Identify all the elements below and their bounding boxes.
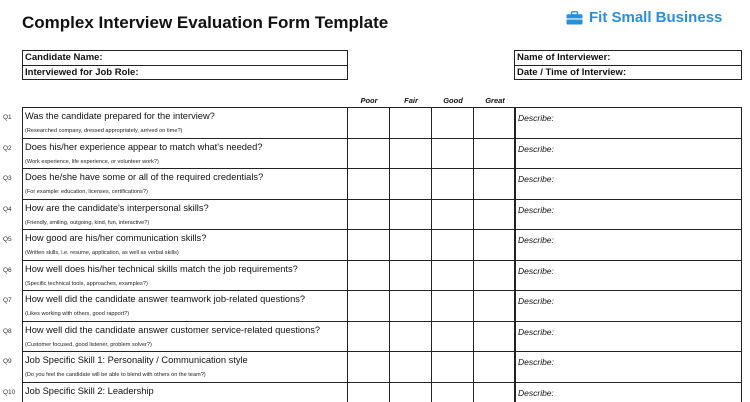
- question-row: [3, 230, 742, 261]
- question-row: [3, 352, 742, 383]
- describe-label: Describe:: [518, 387, 554, 398]
- question-row: [3, 200, 742, 231]
- question-text: Does his/her experience appear to match what's needed?: [25, 141, 263, 152]
- rating-cell-great[interactable]: [474, 169, 516, 199]
- rating-cell-fair[interactable]: [390, 139, 432, 169]
- candidate-info-box: [22, 50, 348, 80]
- question-hint: (Work experience, life experience, or volunteer work?): [25, 158, 159, 165]
- rating-cell-poor[interactable]: [348, 108, 390, 138]
- question-hint: (Likes working with others, good rapport?): [25, 311, 130, 317]
- describe-cell[interactable]: [514, 261, 742, 291]
- question-number: Q10: [3, 388, 16, 396]
- rating-cell-fair[interactable]: [390, 169, 432, 199]
- question-cell: [22, 200, 348, 230]
- rating-cell-good[interactable]: [432, 108, 474, 138]
- question-text: Job Specific Skill 2: Leadership: [25, 385, 154, 396]
- question-number: Q8: [3, 327, 12, 335]
- question-cell: [22, 322, 348, 352]
- question-cell: [22, 230, 348, 260]
- rating-cell-good[interactable]: [432, 261, 474, 291]
- question-cell: [22, 352, 348, 382]
- question-cell: [22, 383, 348, 402]
- interviewer-info-box: [514, 50, 742, 80]
- describe-cell[interactable]: [514, 139, 742, 169]
- describe-label: Describe:: [518, 204, 554, 215]
- question-number: Q4: [3, 205, 12, 213]
- candidate-name-label[interactable]: Candidate Name:: [25, 52, 103, 63]
- rating-cell-fair[interactable]: [390, 108, 432, 138]
- rating-cell-fair[interactable]: [390, 230, 432, 260]
- rating-header-poor: Poor: [360, 96, 378, 105]
- question-text: How well did the candidate answer teamwork job-related questions?: [25, 294, 306, 304]
- rating-cell-great[interactable]: [474, 139, 516, 169]
- rating-cell-fair[interactable]: [390, 261, 432, 291]
- rating-cell-great[interactable]: [474, 230, 516, 260]
- question-hint: (Friendly, smiling, outgoing, kind, fun, interactive?): [25, 219, 150, 226]
- brand-logo[interactable]: [566, 9, 722, 26]
- rating-cell-fair[interactable]: [390, 352, 432, 382]
- question-number: Q1: [3, 114, 12, 121]
- rating-cell-fair[interactable]: [390, 200, 432, 230]
- rating-cell-poor[interactable]: [348, 291, 390, 321]
- question-cell: [22, 108, 348, 138]
- evaluation-table: [3, 107, 742, 402]
- question-hint: (Do you feel the candidate will be able to blend with others on the team?): [25, 372, 206, 378]
- describe-label: Describe:: [518, 113, 554, 123]
- question-hint: (Customer focused, good listener, problem solver?): [25, 341, 152, 348]
- interview-date-label[interactable]: Date / Time of Interview:: [515, 65, 741, 79]
- job-role-label[interactable]: Interviewed for Job Role:: [23, 65, 347, 79]
- rating-cell-great[interactable]: [474, 261, 516, 291]
- question-hint: (Researched company, dressed appropriately, arrived on time?): [25, 128, 183, 134]
- rating-cell-great[interactable]: [474, 352, 516, 382]
- rating-cell-great[interactable]: [474, 108, 516, 138]
- brand-name: Fit Small Business: [589, 9, 723, 26]
- rating-cell-poor[interactable]: [348, 200, 390, 230]
- question-number: Q9: [3, 358, 12, 365]
- question-text: How well did the candidate answer customer service-related questions?: [25, 324, 321, 335]
- question-number: Q3: [3, 175, 12, 182]
- question-text: Does he/she have some or all of the required credentials?: [25, 172, 264, 182]
- question-row: [3, 291, 742, 322]
- describe-label: Describe:: [518, 235, 554, 245]
- question-row: [3, 169, 742, 200]
- question-text: How are the candidate's interpersonal skills?: [25, 202, 209, 213]
- rating-cell-poor[interactable]: [348, 352, 390, 382]
- rating-cell-good[interactable]: [432, 139, 474, 169]
- describe-label: Describe:: [518, 296, 554, 306]
- rating-cell-good[interactable]: [432, 230, 474, 260]
- rating-cell-good[interactable]: [432, 322, 474, 352]
- rating-cell-poor[interactable]: [348, 383, 390, 402]
- rating-cell-good[interactable]: [432, 200, 474, 230]
- question-text: How good are his/her communication skills?: [25, 233, 207, 243]
- interviewer-name-label[interactable]: Name of Interviewer:: [517, 52, 611, 63]
- rating-cell-great[interactable]: [474, 200, 516, 230]
- question-number: Q6: [3, 266, 12, 274]
- question-number: Q7: [3, 297, 12, 304]
- describe-cell[interactable]: [514, 230, 742, 260]
- rating-cell-good[interactable]: [432, 383, 474, 402]
- question-row: [3, 322, 742, 353]
- describe-cell[interactable]: [514, 169, 742, 199]
- describe-cell[interactable]: [514, 291, 742, 321]
- rating-cell-good[interactable]: [432, 352, 474, 382]
- describe-cell[interactable]: [514, 200, 742, 230]
- describe-label: Describe:: [518, 174, 554, 184]
- describe-cell[interactable]: [514, 383, 742, 402]
- describe-label: Describe:: [518, 265, 554, 276]
- question-cell: [22, 139, 348, 169]
- rating-cell-good[interactable]: [432, 291, 474, 321]
- rating-cell-fair[interactable]: [390, 322, 432, 352]
- question-row: [3, 261, 742, 292]
- describe-cell[interactable]: [514, 352, 742, 382]
- question-text: How well does his/her technical skills match the job requirements?: [25, 263, 298, 274]
- rating-cell-fair[interactable]: [390, 291, 432, 321]
- question-row: [3, 108, 742, 139]
- rating-cell-great[interactable]: [474, 322, 516, 352]
- rating-header-great: Great: [485, 96, 505, 105]
- question-text: Was the candidate prepared for the interview?: [25, 111, 215, 121]
- describe-label: Describe:: [518, 326, 554, 337]
- question-row: [3, 383, 742, 402]
- question-number: Q2: [3, 144, 12, 152]
- rating-cell-poor[interactable]: [348, 169, 390, 199]
- briefcase-icon: [566, 11, 583, 25]
- rating-header-fair: Fair: [404, 96, 418, 105]
- question-cell: [22, 261, 348, 291]
- question-cell: [22, 291, 348, 321]
- describe-label: Describe:: [518, 143, 554, 154]
- describe-cell[interactable]: [514, 108, 742, 138]
- rating-cell-poor[interactable]: [348, 261, 390, 291]
- page-title: Complex Interview Evaluation Form Template: [22, 13, 389, 32]
- question-number: Q5: [3, 236, 12, 243]
- describe-cell[interactable]: [514, 322, 742, 352]
- rating-cell-fair[interactable]: [390, 383, 432, 402]
- describe-label: Describe:: [518, 357, 554, 367]
- rating-header-good: Good: [443, 96, 463, 105]
- question-text: Job Specific Skill 1: Personality / Communication style: [25, 355, 248, 365]
- rating-cell-poor[interactable]: [348, 230, 390, 260]
- rating-cell-great[interactable]: [474, 291, 516, 321]
- rating-cell-great[interactable]: [474, 383, 516, 402]
- rating-cell-good[interactable]: [432, 169, 474, 199]
- question-hint: (For example: education, licenses, certifications?): [25, 189, 148, 195]
- question-hint: (Specific technical tools, approaches, examples?): [25, 280, 148, 287]
- rating-cell-poor[interactable]: [348, 139, 390, 169]
- question-hint: (Written skills, i.e. resume, application, as well as verbal skills): [25, 250, 179, 256]
- rating-cell-poor[interactable]: [348, 322, 390, 352]
- question-cell: [22, 169, 348, 199]
- question-row: [3, 139, 742, 170]
